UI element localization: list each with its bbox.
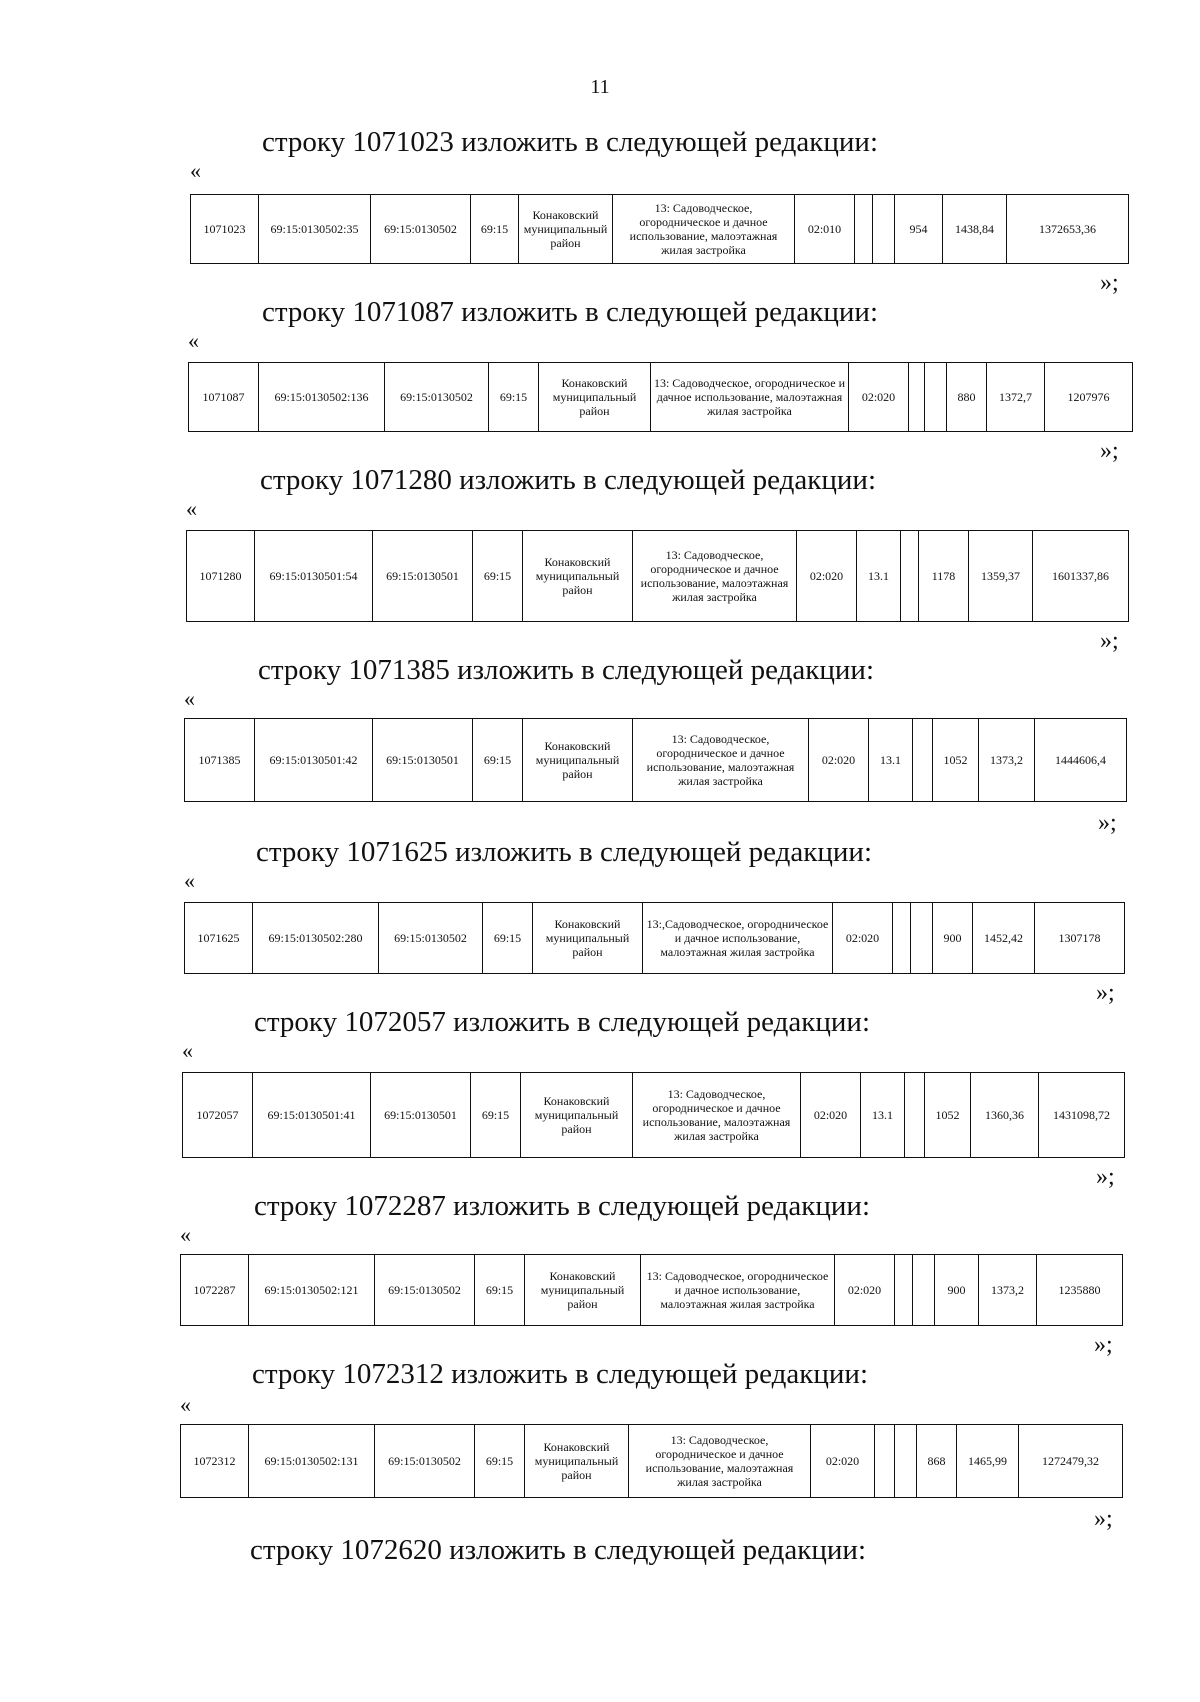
cell-cadastral-quarter: 69:15:0130501	[373, 719, 473, 802]
cell-cadastral-value: 1235880	[1037, 1255, 1123, 1326]
data-table	[184, 902, 1125, 974]
data-table	[180, 1254, 1123, 1326]
table-row	[191, 195, 1129, 264]
cell-zone-code: 02:020	[801, 1073, 861, 1158]
cell-specific-value: 1438,84	[943, 195, 1007, 264]
cell-row-number: 1071280	[187, 531, 255, 622]
table-row	[189, 363, 1133, 432]
cell-municipality: Конаковский муниципальный район	[523, 719, 633, 802]
cell-cadastral-number: 69:15:0130501:54	[255, 531, 373, 622]
cell-specific-value: 1359,37	[969, 531, 1033, 622]
close-quote: »;	[1098, 810, 1117, 836]
cell-area: 880	[947, 363, 987, 432]
cell-cadastral-district: 69:15	[473, 719, 523, 802]
cell-extra	[911, 903, 933, 974]
cell-cadastral-quarter: 69:15:0130502	[379, 903, 483, 974]
cell-municipality: Конаковский муниципальный район	[525, 1425, 629, 1498]
cell-cadastral-quarter: 69:15:0130502	[385, 363, 489, 432]
cell-municipality: Конаковский муниципальный район	[539, 363, 651, 432]
block-heading: строку 1071023 изложить в следующей редакции:	[262, 126, 878, 158]
cell-municipality: Конаковский муниципальный район	[525, 1255, 641, 1326]
close-quote: »;	[1096, 980, 1115, 1006]
cell-municipality: Конаковский муниципальный район	[519, 195, 613, 264]
cell-extra	[895, 1425, 917, 1498]
cell-area: 1052	[925, 1073, 971, 1158]
cell-zone-code: 02:020	[811, 1425, 875, 1498]
data-table	[188, 362, 1133, 432]
cell-municipality: Конаковский муниципальный район	[523, 531, 633, 622]
table-row	[185, 903, 1125, 974]
cell-row-number: 1071023	[191, 195, 259, 264]
cell-cadastral-value: 1207976	[1045, 363, 1133, 432]
cell-land-use: 13: Садоводческое, огородническое и дачное использование, малоэтажная жилая застройка	[633, 1073, 801, 1158]
cell-specific-value: 1372,7	[987, 363, 1045, 432]
open-quote: «	[190, 158, 201, 183]
cell-cadastral-district: 69:15	[471, 1073, 521, 1158]
block-heading: строку 1071625 изложить в следующей редакции:	[256, 836, 872, 868]
cell-municipality: Конаковский муниципальный район	[533, 903, 643, 974]
cell-land-use: 13: Садоводческое, огородническое и дачное использование, малоэтажная жилая застройка	[633, 719, 809, 802]
close-quote: »;	[1100, 628, 1119, 654]
close-quote: »;	[1100, 270, 1119, 296]
cell-cadastral-value: 1431098,72	[1039, 1073, 1125, 1158]
cell-cadastral-quarter: 69:15:0130502	[375, 1255, 475, 1326]
table-row	[183, 1073, 1125, 1158]
cell-cadastral-quarter: 69:15:0130502	[371, 195, 471, 264]
cell-cadastral-value: 1307178	[1035, 903, 1125, 974]
data-table	[190, 194, 1129, 264]
cell-area: 1052	[933, 719, 979, 802]
cell-extra	[913, 1255, 935, 1326]
cell-land-use: 13: Садоводческое, огородническое и дачное использование, малоэтажная жилая застройка	[641, 1255, 835, 1326]
close-quote: »;	[1100, 438, 1119, 464]
cell-subgroup: 13.1	[857, 531, 901, 622]
cell-subgroup	[909, 363, 925, 432]
data-table	[184, 718, 1127, 802]
close-quote: »;	[1096, 1164, 1115, 1190]
cell-cadastral-number: 69:15:0130502:121	[249, 1255, 375, 1326]
open-quote: «	[180, 1392, 191, 1417]
cell-cadastral-number: 69:15:0130502:35	[259, 195, 371, 264]
block-heading: строку 1071087 изложить в следующей редакции:	[262, 296, 878, 328]
cell-cadastral-district: 69:15	[473, 531, 523, 622]
cell-subgroup	[893, 903, 911, 974]
cell-land-use: 13: Садоводческое, огородническое и дачное использование, малоэтажная жилая застройка	[629, 1425, 811, 1498]
open-quote: «	[180, 1222, 191, 1247]
cell-specific-value: 1373,2	[979, 719, 1035, 802]
cell-land-use: 13: Садоводческое, огородническое и дачное использование, малоэтажная жилая застройка	[613, 195, 795, 264]
cell-specific-value: 1452,42	[973, 903, 1035, 974]
table-row	[185, 719, 1127, 802]
cell-cadastral-district: 69:15	[483, 903, 533, 974]
page-number: 11	[590, 76, 610, 98]
cell-extra	[905, 1073, 925, 1158]
cell-row-number: 1072057	[183, 1073, 253, 1158]
close-quote: »;	[1094, 1332, 1113, 1358]
cell-cadastral-number: 69:15:0130501:41	[253, 1073, 371, 1158]
cell-land-use: 13: Садоводческое, огородническое и дачное использование, малоэтажная жилая застройка	[633, 531, 797, 622]
cell-cadastral-district: 69:15	[489, 363, 539, 432]
cell-area: 954	[895, 195, 943, 264]
cell-cadastral-number: 69:15:0130502:136	[259, 363, 385, 432]
cell-subgroup: 13.1	[861, 1073, 905, 1158]
data-table	[186, 530, 1129, 622]
block-heading: строку 1071280 изложить в следующей редакции:	[260, 464, 876, 496]
cell-cadastral-value: 1444606,4	[1035, 719, 1127, 802]
cell-row-number: 1072287	[181, 1255, 249, 1326]
block-heading: строку 1072312 изложить в следующей редакции:	[252, 1358, 868, 1390]
cell-cadastral-district: 69:15	[475, 1425, 525, 1498]
cell-cadastral-district: 69:15	[475, 1255, 525, 1326]
open-quote: «	[186, 496, 197, 521]
data-table	[182, 1072, 1125, 1158]
block-heading: строку 1072620 изложить в следующей редакции:	[250, 1534, 866, 1566]
cell-cadastral-value: 1601337,86	[1033, 531, 1129, 622]
cell-zone-code: 02:020	[835, 1255, 895, 1326]
open-quote: «	[182, 1038, 193, 1063]
cell-area: 900	[933, 903, 973, 974]
data-table	[180, 1424, 1123, 1498]
close-quote: »;	[1094, 1506, 1113, 1532]
cell-municipality: Конаковский муниципальный район	[521, 1073, 633, 1158]
cell-zone-code: 02:020	[809, 719, 869, 802]
cell-land-use: 13: Садоводческое, огородническое и дачное использование, малоэтажная жилая застройка	[651, 363, 849, 432]
cell-cadastral-quarter: 69:15:0130501	[373, 531, 473, 622]
cell-zone-code: 02:020	[797, 531, 857, 622]
open-quote: «	[184, 868, 195, 893]
cell-extra	[901, 531, 919, 622]
cell-cadastral-quarter: 69:15:0130501	[371, 1073, 471, 1158]
cell-zone-code: 02:010	[795, 195, 855, 264]
open-quote: «	[188, 328, 199, 353]
cell-specific-value: 1373,2	[979, 1255, 1037, 1326]
cell-cadastral-number: 69:15:0130501:42	[255, 719, 373, 802]
cell-subgroup	[855, 195, 873, 264]
cell-specific-value: 1360,36	[971, 1073, 1039, 1158]
cell-extra	[873, 195, 895, 264]
cell-subgroup: 13.1	[869, 719, 913, 802]
cell-zone-code: 02:020	[849, 363, 909, 432]
cell-subgroup	[895, 1255, 913, 1326]
block-heading: строку 1072287 изложить в следующей редакции:	[254, 1190, 870, 1222]
cell-specific-value: 1465,99	[957, 1425, 1019, 1498]
cell-cadastral-district: 69:15	[471, 195, 519, 264]
cell-extra	[925, 363, 947, 432]
cell-row-number: 1071087	[189, 363, 259, 432]
cell-cadastral-number: 69:15:0130502:131	[249, 1425, 375, 1498]
cell-cadastral-quarter: 69:15:0130502	[375, 1425, 475, 1498]
cell-area: 868	[917, 1425, 957, 1498]
cell-area: 1178	[919, 531, 969, 622]
cell-zone-code: 02:020	[833, 903, 893, 974]
table-row	[181, 1425, 1123, 1498]
cell-cadastral-value: 1372653,36	[1007, 195, 1129, 264]
cell-area: 900	[935, 1255, 979, 1326]
cell-cadastral-number: 69:15:0130502:280	[253, 903, 379, 974]
cell-extra	[913, 719, 933, 802]
cell-row-number: 1072312	[181, 1425, 249, 1498]
cell-row-number: 1071625	[185, 903, 253, 974]
cell-row-number: 1071385	[185, 719, 255, 802]
cell-subgroup	[875, 1425, 895, 1498]
block-heading: строку 1072057 изложить в следующей редакции:	[254, 1006, 870, 1038]
block-heading: строку 1071385 изложить в следующей редакции:	[258, 654, 874, 686]
cell-land-use: 13:,Садоводческое, огородническое и дачное использование, малоэтажная жилая застройка	[643, 903, 833, 974]
cell-cadastral-value: 1272479,32	[1019, 1425, 1123, 1498]
open-quote: «	[184, 686, 195, 711]
table-row	[187, 531, 1129, 622]
table-row	[181, 1255, 1123, 1326]
